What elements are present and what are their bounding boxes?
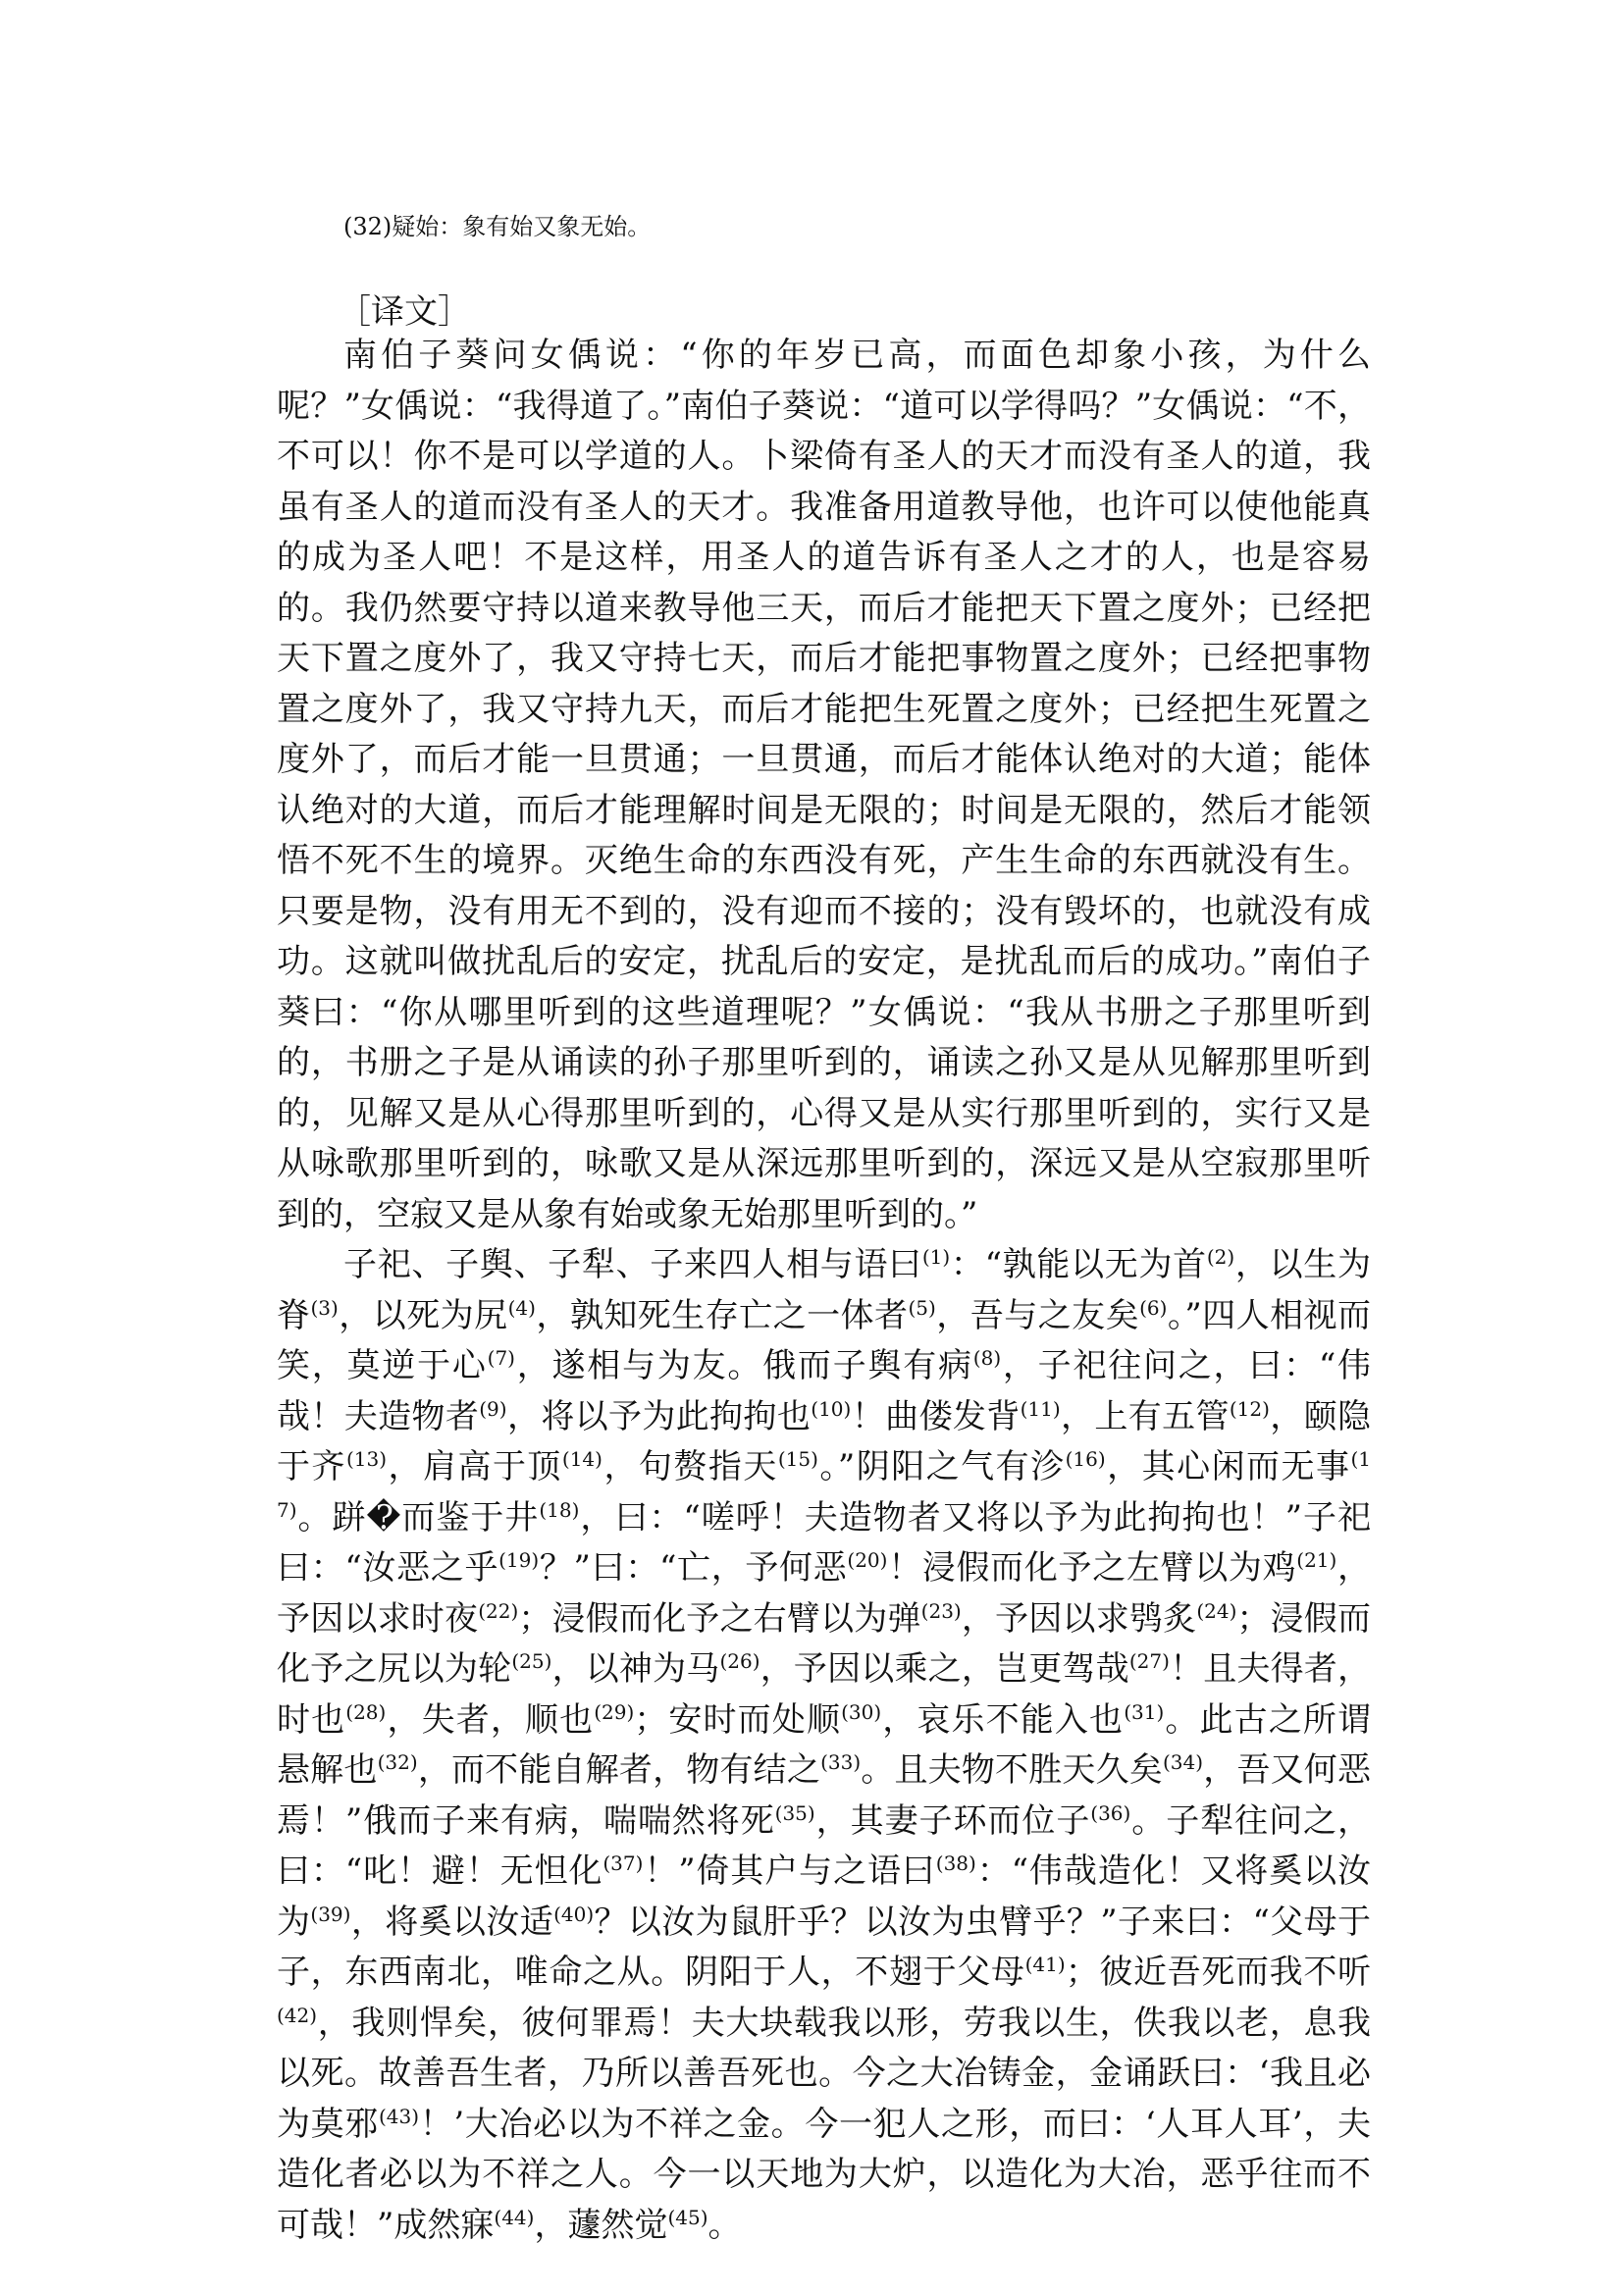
note-marker: (3)	[310, 1295, 339, 1320]
text-segment: ，失者，顺也	[386, 1699, 595, 1740]
text-segment: ，蘧然觉	[534, 2205, 668, 2245]
text-segment: 。此古之所谓悬解也	[277, 1699, 1372, 1790]
text-segment: ，上有五管	[1060, 1396, 1230, 1436]
note-marker: (18)	[539, 1497, 580, 1522]
note-marker: (40)	[553, 1902, 595, 1926]
note-marker: (44)	[494, 2205, 535, 2229]
text-segment: ：“伟哉造化！又将奚以汝为	[277, 1851, 1371, 1942]
text-segment: ，以生为脊	[277, 1245, 1372, 1335]
text-segment: ，子祀往问之，曰：“伟哉！夫造物者	[277, 1346, 1372, 1436]
text-segment: 子祀、子舆、子犁、子来四人相与语曰	[343, 1245, 922, 1284]
note-marker: (41)	[1024, 1953, 1066, 1976]
note-marker: (2)	[1206, 1245, 1235, 1269]
text-segment: 。”四人相视而笑，莫逆于心	[277, 1295, 1372, 1385]
note-marker: (45)	[667, 2205, 708, 2229]
text-segment: ；浸假而化予之右臂以为弹	[518, 1598, 921, 1639]
text-segment: ，其妻子环而位子	[814, 1800, 1091, 1841]
note-marker: (15)	[777, 1447, 818, 1471]
text-segment: ，予因以求时夜	[277, 1548, 1372, 1639]
text-segment: ，而不能自解者，物有结之	[417, 1750, 821, 1790]
text-segment: 。”阴阳之气有沴	[817, 1447, 1066, 1486]
text-segment: ，曰：“嗟呼！夫造物者又将以予为此拘拘也！”子祀曰：“汝恶之乎	[277, 1497, 1371, 1588]
text-segment: ；彼近吾死而我不听	[1065, 1953, 1372, 1992]
text-segment: 。	[707, 2205, 742, 2245]
text-segment: ！浸假而化予之左臂以为鸡	[887, 1548, 1297, 1588]
text-segment: ，将奚以汝适	[350, 1902, 554, 1942]
note-marker: (30)	[841, 1699, 882, 1724]
note-marker: (13)	[345, 1447, 388, 1471]
note-marker: (10)	[811, 1396, 852, 1421]
text-segment: ，吾又何恶焉！”俄而子来有病，喘喘然将死	[277, 1750, 1371, 1841]
text-segment: ，颐隐于齐	[277, 1396, 1372, 1486]
text-segment: ，肩高于顶	[387, 1447, 562, 1486]
text-segment: 南伯子葵问女偊说：“你的年岁已高，而面色却象小孩，为什么呢？”女偊说：“我得道了。”南伯子葵说：“道可以学得吗？”女偊说：“不，不可以！你不是可以学道的人。卜梁倚有圣人的天才而没有圣人的道，我虽有圣人的道而没有圣人的天才。我准备用道教导他，也许可以使他能真的成为圣人吧！不是这样，用圣人的道告诉有圣人之才的人，也是容易的。我仍然要守持以道来教导他三天，而后才能把天下置之度外；已经把天下置之度外了，我又守持七天，而后才能把事物置之度外；已经把事物置之度外了，我又守持九天，而后才能把生死置之度外；已经把生死置之度外了，而后才能一旦贯通；一旦贯通，而后才能体认绝对的大道；能体认绝对的大道，而后才能理解时间是无限的；时间是无限的，然后才能领悟不死不生的境界。灭绝生命的东西没有死，产生生命的东西就没有生。只要是物，没有用无不到的，没有迎而不接的；没有毁坏的，也就没有成功。这就叫做扰乱后的安定，扰乱后的安定，是扰乱而后的成功。”南伯子葵曰：“你从哪里听到的这些道理呢？”女偊说：“我从书册之子那里听到的，书册之子是从诵读的孙子那里听到的，诵读之孙又是从见解那里听到的，见解又是从心得那里听到的，心得又是从实行那里听到的，实行又是从咏歌那里听到的，咏歌又是从深远那里听到的，深远又是从空寂那里听到的，空寂又是从象有始或象无始那里听到的。”	[277, 336, 1371, 1234]
text-segment: ，吾与之友矣	[935, 1295, 1140, 1335]
paragraph-original-text	[277, 1240, 1371, 2251]
translation-body	[277, 331, 1371, 2251]
note-marker: (19)	[498, 1548, 540, 1572]
paragraph-translation	[277, 331, 1371, 1240]
text-segment: ，予因以求鸮炙	[961, 1598, 1197, 1639]
text-segment: 。且夫物不胜天久矣	[861, 1750, 1163, 1790]
text-segment: ：“孰能以无为首	[950, 1245, 1207, 1284]
note-marker: (32)	[377, 1750, 418, 1774]
note-marker: (33)	[820, 1750, 862, 1774]
note-marker: (26)	[719, 1649, 760, 1673]
note-marker: (12)	[1229, 1396, 1270, 1421]
note-marker: (43)	[378, 2104, 420, 2128]
text-segment: 。跰�而鉴于井	[296, 1497, 540, 1538]
text-segment: ，遂相与为友。俄而子舆有病	[514, 1346, 973, 1385]
text-segment: ，哀乐不能入也	[881, 1699, 1125, 1740]
text-segment: ？以汝为鼠肝乎？以汝为虫臂乎？”子来曰：“父母于子，东西南北，唯命之从。阴阳于人，不翅于父母	[277, 1902, 1372, 1992]
note-marker: (36)	[1090, 1800, 1131, 1825]
text-segment: ；浸假而化予之尻以为轮	[277, 1598, 1372, 1689]
note-marker: (29)	[594, 1699, 635, 1724]
text-segment: ，孰知死生存亡之一体者	[535, 1295, 909, 1335]
note-marker: (27)	[1128, 1649, 1170, 1673]
text-segment: ；安时而处顺	[634, 1699, 842, 1740]
text-segment: ！曲偻发背	[851, 1396, 1021, 1436]
note-marker: (39)	[310, 1902, 351, 1926]
note-marker: (16)	[1065, 1447, 1106, 1471]
text-segment: ，以神为马	[551, 1649, 720, 1689]
note-marker: (6)	[1139, 1295, 1168, 1320]
note-marker: (1)	[921, 1245, 951, 1269]
text-segment: ，以死为尻	[338, 1295, 508, 1335]
text-segment: ，将以予为此拘拘也	[506, 1396, 812, 1436]
note-marker: (8)	[972, 1346, 1002, 1370]
note-marker: (17)	[277, 1447, 1372, 1522]
note-marker: (28)	[345, 1699, 387, 1724]
text-segment: 。子犁往问之，曰：“叱！避！无怛化	[277, 1800, 1372, 1891]
note-marker: (35)	[774, 1800, 815, 1825]
note-marker: (9)	[479, 1396, 507, 1421]
text-segment: ？”曰：“亡，予何恶	[539, 1548, 848, 1588]
text-segment: ！且夫得者，时也	[277, 1649, 1371, 1740]
note-marker: (34)	[1163, 1750, 1204, 1774]
note-marker: (11)	[1020, 1396, 1061, 1421]
text-segment: ，句赘指天	[602, 1447, 778, 1486]
note-marker: (4)	[507, 1295, 536, 1320]
note-marker: (42)	[277, 2003, 318, 2027]
note-marker: (7)	[487, 1346, 515, 1370]
note-marker: (25)	[511, 1649, 552, 1673]
note-marker: (5)	[908, 1295, 936, 1320]
note-marker: (31)	[1124, 1699, 1165, 1724]
translation-heading: ［译文］	[338, 292, 471, 332]
note-marker: (22)	[478, 1598, 519, 1623]
text-segment: ，予因以乘之，岂更驾哉	[760, 1649, 1129, 1689]
text-segment: ，我则悍矣，彼何罪焉！夫大块载我以形，劳我以生，佚我以老，息我以死。故善吾生者，乃所以善吾死也。今之大冶铸金，金诵跃曰：‘我且必为莫邪	[277, 2003, 1371, 2144]
text-segment: ，其心闲而无事	[1105, 1447, 1351, 1486]
note-marker: (38)	[935, 1851, 976, 1875]
text-segment: ！’大冶必以为不祥之金。今一犯人之形，而曰：‘人耳人耳’，夫造化者必以为不祥之人。今一以天地为大炉，以造化为大冶，恶乎往而不可哉！”成然寐	[277, 2104, 1372, 2245]
note-marker: (37)	[602, 1851, 644, 1875]
note-marker: (24)	[1196, 1598, 1237, 1623]
note-marker: (14)	[561, 1447, 602, 1471]
footnote-32: (32)疑始：象有始又象无始。	[343, 213, 652, 240]
note-marker: (21)	[1296, 1548, 1337, 1572]
note-marker: (23)	[920, 1598, 962, 1623]
note-marker: (20)	[847, 1548, 888, 1572]
text-segment: ！”倚其户与之语曰	[643, 1851, 936, 1891]
